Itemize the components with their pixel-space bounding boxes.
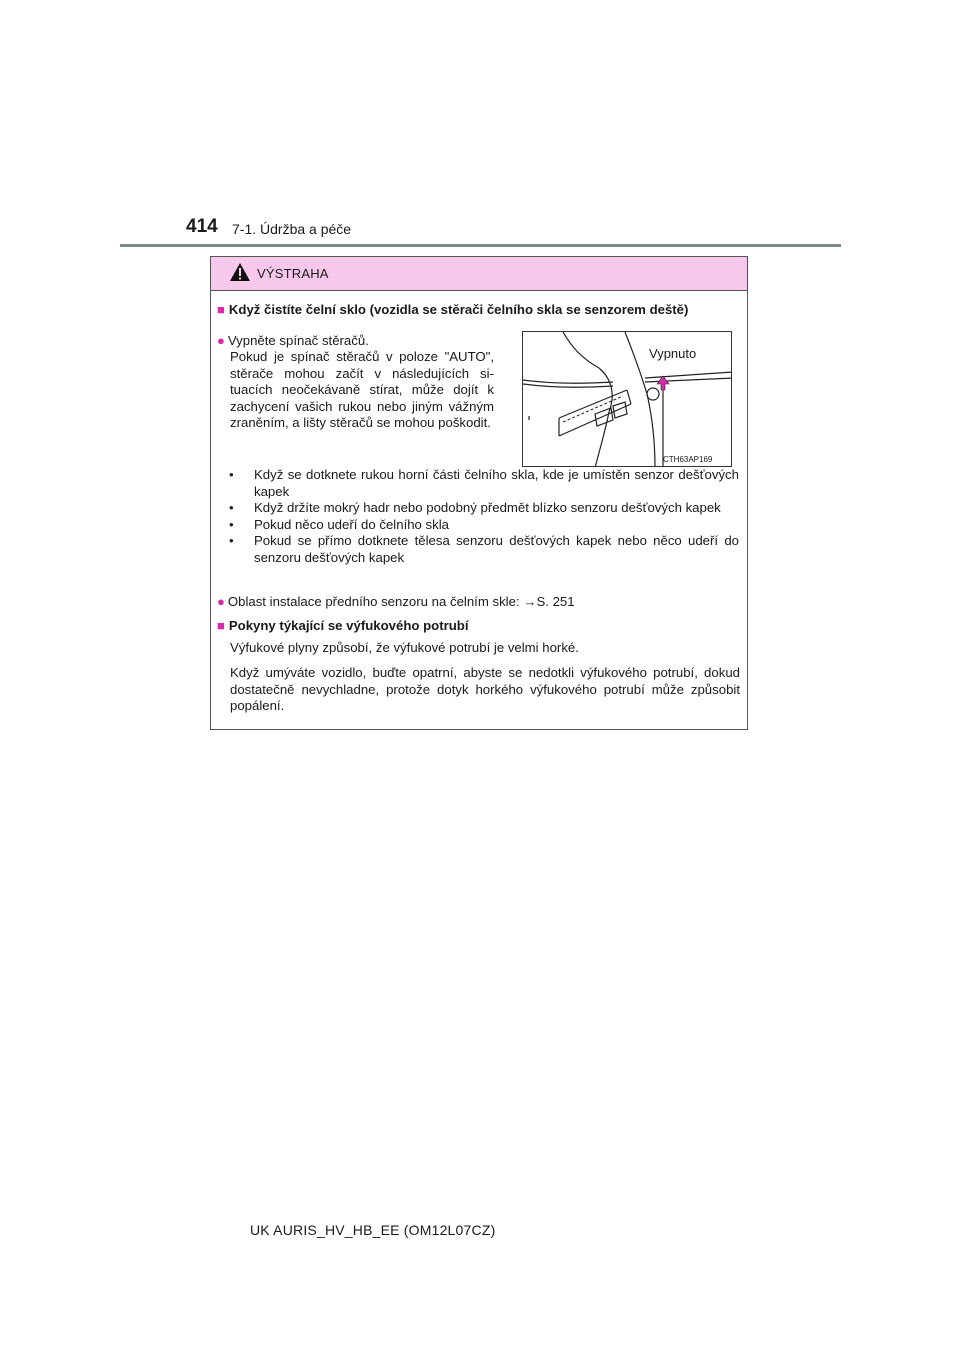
figure-label-off: Vypnuto: [649, 346, 697, 361]
wiper-switch-figure: [522, 331, 732, 467]
section-heading-windshield: ■ Když čistíte čelní sklo (vozidla se stěrači čelního skla se senzorem deště): [217, 302, 689, 317]
warning-label: VÝSTRAHA: [257, 266, 329, 281]
situation-list: [229, 467, 739, 566]
page-number: 414: [186, 216, 218, 237]
exhaust-paragraph-1: Výfukové plyny způsobí, že výfukové potrubí je velmi horké.: [230, 640, 579, 655]
bullet-wiper-off-body: Pokud je spínač stěračů v poloze "AUTO", stěrače mohou začít v následujících situacích neočekávaně stírat, může dojít k zachycení vašich rukou nebo jiným vážným zraněním, a lišty stěračů se mohou poškodit.: [230, 349, 494, 430]
bullet-sensor-location: ● Oblast instalace předního senzoru na čelním skle: →S. 251: [217, 594, 575, 609]
header-rule: [120, 244, 841, 247]
list-item: • Když se dotknete rukou horní části čelního skla, kde je umístěn senzor dešťových kapek: [229, 467, 739, 499]
list-item: • Pokud něco udeří do čelního skla: [229, 516, 450, 532]
footer-model-code: UK AURIS_HV_HB_EE (OM12L07CZ): [250, 1222, 496, 1238]
circle-bullet-icon: ●: [217, 594, 225, 609]
warning-header: [211, 257, 747, 291]
circle-bullet-icon: ●: [217, 333, 225, 348]
section-title: 7-1. Údržba a péče: [232, 221, 352, 237]
wiper-switch-illustration: [523, 332, 732, 467]
list-item: • Pokud se přímo dotknete tělesa senzoru dešťových kapek nebo něco udeří do senzoru dešťových kapek: [229, 533, 739, 565]
section-heading-exhaust: ■ Pokyny týkající se výfukového potrubí: [217, 618, 469, 633]
exhaust-paragraph-2: Když umýváte vozidlo, buďte opatrní, abyste se nedotkli výfukového potrubí, dokud dostatečně nevychladne, protože dotyk horkého výfukového potrubí může způsobit popálení.: [230, 665, 740, 713]
list-item: • Když držíte mokrý hadr nebo podobný předmět blízko senzoru dešťových kapek: [229, 500, 721, 515]
square-bullet-icon: ■: [217, 618, 225, 633]
figure-code: CTH63AP169: [663, 455, 713, 464]
bullet-wiper-off: ● Vypněte spínač stěračů.: [217, 333, 369, 348]
warning-triangle-icon: [229, 262, 251, 282]
warning-box: [210, 256, 748, 730]
square-bullet-icon: ■: [217, 302, 225, 317]
